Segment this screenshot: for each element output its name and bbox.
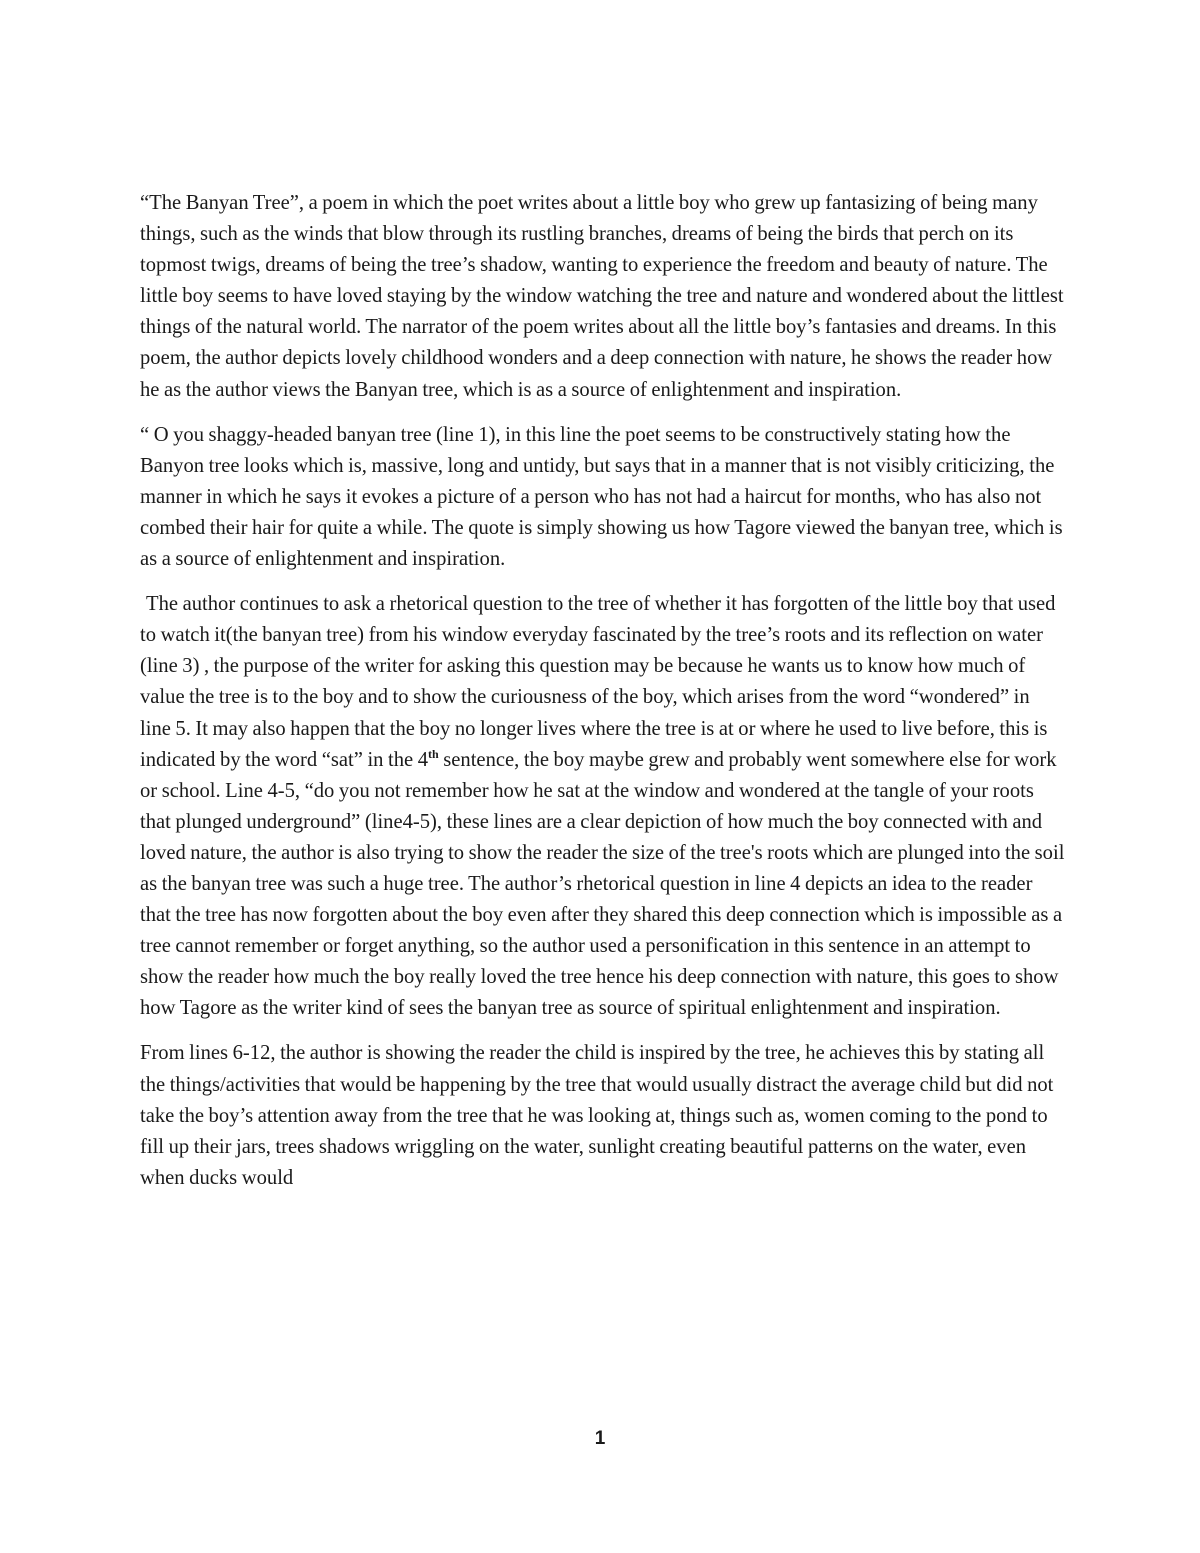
ordinal-superscript: th (428, 746, 439, 761)
page-number: 1 (594, 1428, 606, 1449)
paragraph-1: “The Banyan Tree”, a poem in which the poet writes about a little boy who grew up fantasizing of being many things, such as the winds that blow through its rustling branches, dreams of being the birds that perch on its topmost twigs, dreams of being the tree’s shadow, wanting to experience the freedom and beauty of nature. The little boy seems to have loved staying by the window watching the tree and nature and wondered about the littlest things of the natural world. The narrator of the poem writes about all the little boy’s fantasies and dreams. In this poem, the author depicts lovely childhood wonders and a deep connection with nature, he shows the reader how he as the author views the Banyan tree, which is as a source of enlightenment and inspiration. (140, 192, 1064, 401)
paragraph-3 (140, 589, 1065, 1024)
paragraph-4: From lines 6-12, the author is showing the reader the child is inspired by the tree, he achieves this by stating all the things/activities that would be happening by the tree that would usually distract the average child but did not take the boy’s attention away from the tree that he was looking at, things such as, women coming to the pond to fill up their jars, trees shadows wriggling on the water, sunlight creating beautiful patterns on the water, even when ducks would (140, 1042, 1054, 1189)
paragraph-3-part-1: The author continues to ask a rhetorical question to the tree of whether it has forgotten of the little boy that used to watch it(the banyan tree) from his window everyday fascinated by the tree’s roots and its reflection on water (line 3) , the purpose of the writer for asking this question may be because he wants us to know how much of value the tree is to the boy and to show the curiousness of the boy, which arises from the word “wondered” in line 5. It may also happen that the boy no longer lives where the tree is at or where he used to live before, this is indicated by the word “sat” in the 4 (140, 593, 1056, 771)
paragraph-2: “ O you shaggy-headed banyan tree (line 1), in this line the poet seems to be constructively stating how the Banyon tree looks which is, massive, long and untidy, but says that in a manner that is not visibly criticizing, the manner in which he says it evokes a picture of a person who has not had a haircut for months, who has also not combed their hair for quite a while. The quote is simply showing us how Tagore viewed the banyan tree, which is as a source of enlightenment and inspiration. (140, 423, 1063, 571)
paragraph-3-part-2: sentence, the boy maybe grew and probably went somewhere else for work or school. Line 4-5, “do you not remember how he sat at the window and wondered at the tangle of your roots that plunged underground” (line4-5), these lines are a clear depiction of how much the boy connected with and loved nature, the author is also trying to show the reader the size of the tree's roots which are plunged into the soil as the banyan tree was such a huge tree. The author’s rhetorical question in line 4 depicts an idea to the reader that the tree has now forgotten about the boy even after they shared this deep connection which is impossible as a tree cannot remember or forget anything, so the author used a personification in this sentence in an attempt to show the reader how much the boy really loved the tree hence his deep connection with nature, this goes to show how Tagore as the writer kind of sees the banyan tree as source of spiritual enlightenment and inspiration. (140, 748, 1065, 1020)
document-body (140, 188, 1065, 1208)
